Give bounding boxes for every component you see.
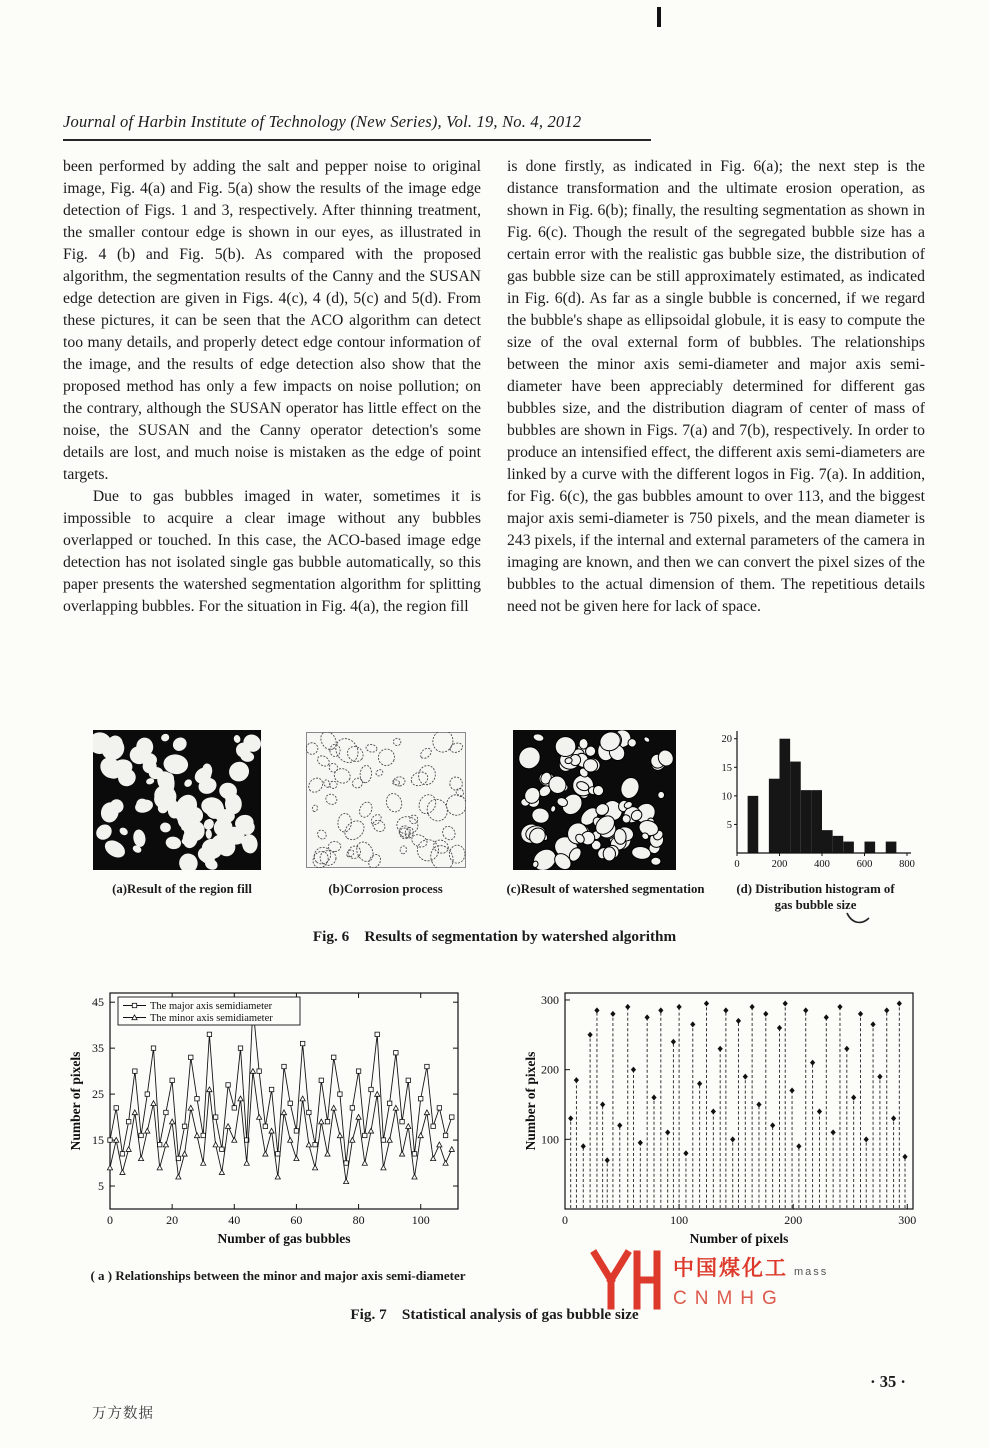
fig7-title	[0, 1306, 989, 1324]
svg-text:100: 100	[411, 1213, 430, 1227]
svg-text:600: 600	[856, 859, 873, 870]
svg-text:15: 15	[92, 1133, 104, 1148]
paragraph: Due to gas bubbles imaged in water, sometimes it is impossible to acquire a clear image without any bubbles overlapped or touched. In this case, the ACO-based image edge detection has not isolated single gas bubble automatically, so this paper presents the watershed segmentation algorithm for splitting overlapping bubbles. For the situation in Fig. 4(a), the region fill	[63, 488, 481, 615]
svg-text:40: 40	[228, 1213, 241, 1227]
fig7a-line-chart	[66, 983, 466, 1255]
paragraph: been performed by adding the salt and pepper noise to original image, Fig. 4(a) and Fig. 5(a) show the results of the image edge detection of Figs. 1 and 3, respectively. After thinning treatment, the smaller contour edge is shown in our eyes, as illustrated in Fig. 4 (b) and Fig. 5(b). As compared with the proposed algorithm, the segmentation results of the Canny and the SUSAN edge detection are given in Figs. 4(c), 4 (d), 5(c) and 5(d). From these pictures, it can be seen that the ACO algorithm can detect too many details, and properly detect edge contour information of the image, and the results of edge detection also show that the proposed method has only a few impacts on noise pollution; on the contrary, although the SUSAN operator has little effect on the noise, the SUSAN and the Canny operator detection's some details are lost, and much noise is mistaken as the edge of point targets.	[63, 158, 481, 483]
svg-text:Number of pixels: Number of pixels	[68, 1051, 83, 1151]
wanfang-mark: 万方数据	[92, 1406, 154, 1422]
fig7a-caption: ( a ) Relationships between the minor and major axis semi-diameter	[90, 1268, 466, 1283]
svg-text:0: 0	[562, 1213, 568, 1227]
cnmhg-logo-icon	[585, 1248, 663, 1312]
svg-text:35: 35	[92, 1041, 104, 1056]
fig6d-caption-line1: (d) Distribution histogram of	[736, 882, 895, 896]
svg-text:45: 45	[92, 995, 104, 1010]
fig6d-caption	[708, 881, 923, 913]
page-number: · 35 ·	[870, 1372, 906, 1391]
watermark	[585, 1248, 828, 1312]
svg-text:200: 200	[771, 859, 788, 870]
svg-text:The minor axis semidiameter: The minor axis semidiameter	[150, 1013, 273, 1024]
svg-text:0: 0	[734, 859, 740, 870]
svg-text:Number of pixels: Number of pixels	[523, 1051, 538, 1151]
svg-text:10: 10	[721, 791, 732, 803]
svg-text:20: 20	[721, 734, 732, 746]
figure-7	[63, 983, 926, 1273]
fig6b-caption: (b)Corrosion process	[328, 882, 443, 896]
svg-text:5: 5	[726, 819, 732, 831]
svg-text:100: 100	[670, 1213, 689, 1227]
svg-text:200: 200	[541, 1062, 559, 1077]
fig7b-stem-chart	[521, 983, 921, 1255]
watermark-text	[673, 1248, 828, 1310]
journal-header: Journal of Harbin Institute of Technology (New Series), Vol. 19, No. 4, 2012	[63, 112, 651, 141]
fig6-title	[0, 928, 989, 946]
svg-text:25: 25	[92, 1087, 104, 1102]
svg-text:5: 5	[98, 1179, 104, 1194]
svg-text:Number of gas bubbles: Number of gas bubbles	[217, 1231, 351, 1246]
pen-mark-artifact	[845, 910, 871, 928]
watermark-chinese	[673, 1252, 828, 1282]
figure-6	[63, 727, 926, 927]
fig6-title-label: Fig. 6	[312, 928, 350, 945]
watermark-mass-text: mass	[794, 1266, 829, 1278]
svg-text:60: 60	[290, 1213, 303, 1227]
fig6-title-text: Results of segmentation by watershed algorithm	[364, 928, 677, 945]
left-column	[63, 156, 481, 618]
fig6d-caption-line2: gas bubble size	[774, 898, 857, 912]
scan-artifact	[657, 7, 661, 27]
svg-text:Number of pixels: Number of pixels	[689, 1231, 789, 1246]
fig6a-region-fill-image	[93, 730, 261, 870]
svg-text:300: 300	[541, 992, 559, 1007]
svg-text:400: 400	[814, 859, 830, 870]
fig6c-watershed-image	[513, 730, 676, 870]
svg-text:200: 200	[784, 1213, 803, 1227]
svg-text:80: 80	[352, 1213, 365, 1227]
watermark-cn-text: 中国煤化工	[673, 1257, 788, 1280]
fig7-title-text: Statistical analysis of gas bubble size	[401, 1306, 639, 1323]
svg-text:100: 100	[541, 1132, 559, 1147]
svg-text:15: 15	[721, 762, 732, 774]
body-columns	[63, 156, 925, 618]
fig6d-histogram	[711, 727, 916, 879]
fig6a-caption: (a)Result of the region fill	[112, 882, 252, 896]
watermark-latin: CNMHG	[673, 1288, 785, 1309]
svg-text:300: 300	[898, 1213, 917, 1227]
svg-text:20: 20	[166, 1213, 179, 1227]
svg-text:0: 0	[107, 1213, 113, 1227]
svg-text:800: 800	[899, 859, 915, 870]
fig7-title-label: Fig. 7	[350, 1306, 387, 1323]
fig6c-caption: (c)Result of watershed segmentation	[506, 882, 705, 896]
paragraph: is done firstly, as indicated in Fig. 6(a); the next step is the distance transformation and the ultimate erosion operation, as shown in Fig. 6(b); finally, the resulting segmentation as shown in Fig. 6(c). Though the result of the segregated bubble size has a certain error with the realistic gas bubble size, the distribution of gas bubble size can be still approximately estimated, as indicated in Fig. 6(d). As far as a single bubble is concerned, if we regard the bubble's shape as ellipsoidal globule, it is easy to compute the size of the oval external form of bubbles. The relationships between the minor axis semi-diameter and major axis semi-diameter have been appreciably determined for different gas bubbles size, and the distribution diagram of center of mass of bubbles are shown in Figs. 7(a) and 7(b), respectively. In order to produce an intensified effect, the different axis semi-diameters are linked by a curve with the different logos in Fig. 7(a). In addition, for Fig. 6(c), the gas bubbles amount to over 113, and the biggest major axis semi-diameter is 750 pixels, and the mean diameter is 243 pixels, if the internal and external parameters of the camera in imaging are known, and then we can convert the pixel sizes of the bubbles to the actual dimension of them. The repetitious details need not be given here for lack of space.	[507, 158, 925, 615]
fig6b-corrosion-image	[306, 732, 466, 868]
right-column	[507, 156, 925, 618]
svg-text:The major axis semidiameter: The major axis semidiameter	[150, 1001, 273, 1012]
